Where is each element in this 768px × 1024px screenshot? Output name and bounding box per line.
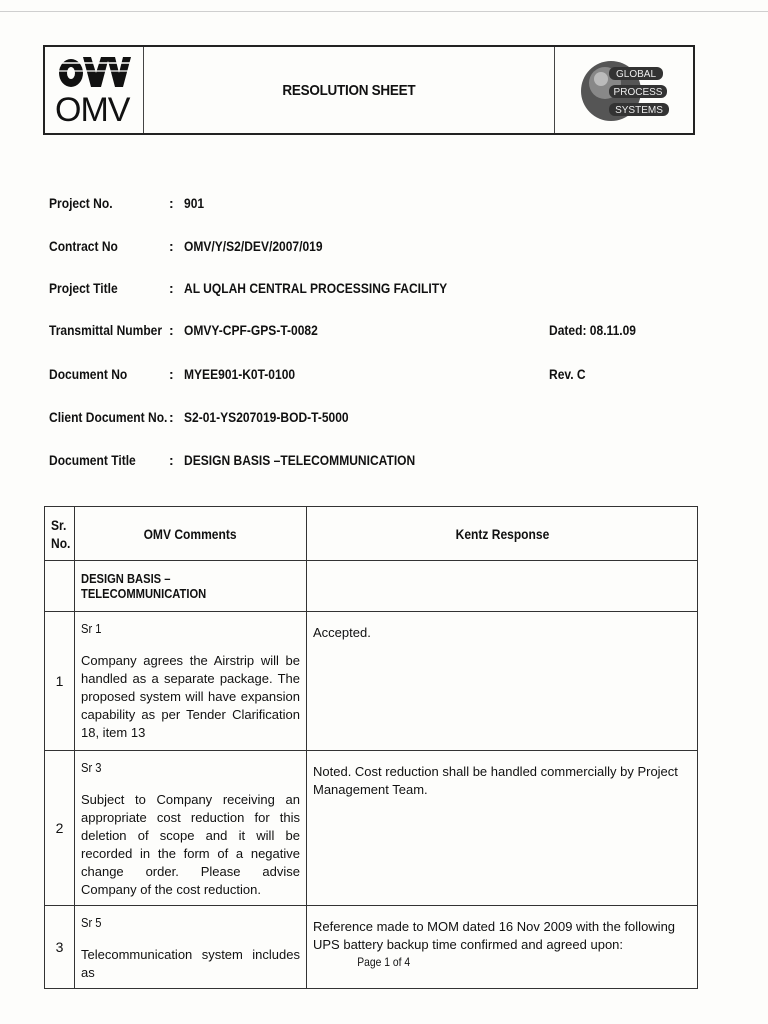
field-value: 901	[184, 195, 205, 211]
omv-comment: Sr 3 Subject to Company receiving an appropriate cost reduction for this deletion of scope and it will be recorded in the form of a negative change order. Please advise Company of the cost reduction.	[75, 751, 307, 906]
field-label: Document Title	[49, 452, 136, 468]
omv-comment: Sr 1 Company agrees the Airstrip will be handled as a separate package. The proposed system will have expansion capability as per Tender Clarification 18, item 13	[75, 612, 307, 751]
row-number: 3	[45, 906, 75, 989]
field-value: OMVY-CPF-GPS-T-0082	[184, 322, 318, 338]
section-row	[45, 561, 698, 612]
field-value: MYEE901-K0T-0100	[184, 366, 296, 382]
gps-logo	[555, 47, 693, 133]
header-kentz-response: Kentz Response	[307, 507, 698, 561]
field-project-no: Project No. : 901	[49, 195, 205, 211]
header-title-cell	[144, 47, 555, 133]
field-dated: Dated: 08.11.09	[549, 322, 637, 338]
header-sr-no: Sr. No.	[45, 507, 75, 561]
document-header	[43, 45, 695, 135]
field-document-no: Document No : MYEE901-K0T-0100 Rev. C	[49, 366, 586, 382]
gps-logo-line-1: GLOBAL	[615, 69, 657, 80]
omv-logo-mark-icon	[57, 51, 131, 91]
field-document-title: Document Title : DESIGN BASIS –TELECOMMUNICATION	[49, 452, 416, 468]
section-title: DESIGN BASIS –TELECOMMUNICATION	[75, 561, 307, 612]
row-number: 2	[45, 751, 75, 906]
field-value: OMV/Y/S2/DEV/2007/019	[184, 238, 323, 254]
field-label: Project No.	[49, 195, 113, 211]
field-value: AL UQLAH CENTRAL PROCESSING FACILITY	[184, 280, 448, 296]
gps-logo-line-2: PROCESS	[613, 87, 663, 98]
field-label: Transmittal Number	[49, 322, 163, 338]
kentz-response: Reference made to MOM dated 16 Nov 2009 with the following UPS battery backup time confirmed and agreed upon:	[307, 906, 698, 989]
table-row	[45, 612, 698, 751]
omv-logo-text: OMV	[55, 91, 130, 129]
field-value: S2-01-YS207019-BOD-T-5000	[184, 409, 349, 425]
table-row	[45, 751, 698, 906]
field-label: Project Title	[49, 280, 118, 296]
field-contract-no: Contract No : OMV/Y/S2/DEV/2007/019	[49, 238, 323, 254]
resolution-table	[44, 506, 698, 989]
kentz-response: Noted. Cost reduction shall be handled commercially by Project Management Team.	[307, 751, 698, 906]
field-label: Contract No	[49, 238, 118, 254]
omv-comment: Sr 5 Telecommunication system includes as	[75, 906, 307, 989]
field-client-document-no: Client Document No. : S2-01-YS207019-BOD-T-5000	[49, 409, 349, 425]
field-revision: Rev. C	[549, 366, 586, 382]
gps-logo-line-3: SYSTEMS	[615, 105, 663, 116]
page-number: Page 1 of 4	[357, 955, 411, 969]
omv-logo	[45, 47, 144, 133]
globe-icon	[575, 55, 675, 127]
table-row	[45, 906, 698, 989]
field-label: Client Document No.	[49, 409, 168, 425]
field-label: Document No	[49, 366, 128, 382]
table-header-row	[45, 507, 698, 561]
kentz-response: Accepted.	[307, 612, 698, 751]
row-number: 1	[45, 612, 75, 751]
field-transmittal-number: Transmittal Number : OMVY-CPF-GPS-T-0082 Dated: 08.11.09	[49, 322, 637, 338]
page-title: RESOLUTION SHEET	[282, 81, 416, 99]
field-project-title: Project Title : AL UQLAH CENTRAL PROCESSING FACILITY	[49, 280, 448, 296]
scan-top-line	[0, 11, 768, 12]
field-value: DESIGN BASIS –TELECOMMUNICATION	[184, 452, 416, 468]
header-omv-comments: OMV Comments	[75, 507, 307, 561]
